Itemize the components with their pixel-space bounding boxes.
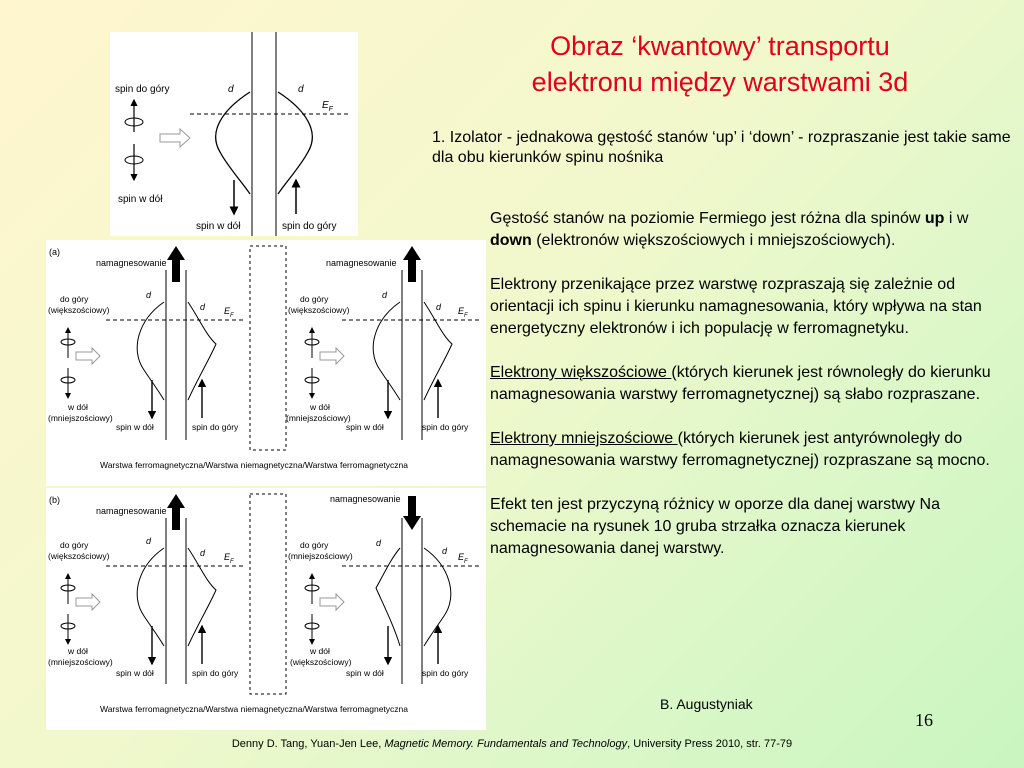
majority-rest: (których kierunek jest równoległy do kierunku namagnesowania warstwy ferromagnetycznej) są słabo rozpraszane.: [490, 364, 991, 403]
b-right-magnetization-label: namagnesowanie: [330, 494, 401, 504]
intro-text: 1. Izolator - jednakowa gęstość stanów ‘up’ i ‘down’ - rozpraszanie jest takie same dla obu kierunków spinu nośnika: [432, 129, 1011, 166]
title-line-1: Obraz ‘kwantowy’ transportu: [550, 31, 890, 61]
para1-pre: Gęstość stanów na poziomie Fermiego jest różna dla spinów: [490, 210, 925, 227]
b-right-down-label-1: w dół: [310, 646, 330, 656]
figure-a-tag: (a): [49, 247, 60, 257]
b-left-magnetization-arrow-icon: [167, 494, 185, 530]
figure-b-diagram: [46, 488, 486, 730]
b-left-up-label-2: (większościowy): [48, 551, 110, 561]
figure-b-caption: Warstwa ferromagnetyczna/Warstwa niemagnetyczna/Warstwa ferromagnetyczna: [100, 704, 409, 714]
para1-mid: i w: [944, 210, 969, 227]
bottom-label-spin-up: spin do góry: [282, 221, 337, 232]
left-d-label-2: d: [200, 302, 206, 312]
right-d-label-1: d: [382, 290, 388, 300]
insulator-diagram: [110, 32, 358, 236]
paragraph-effect: Efekt ten jest przyczyną różnicy w oporze dla danej warstwy Na schemacie na rysunek 10 gruba strzałka oznacza kierunek namagnesowania danej warstwy.: [490, 496, 940, 557]
right-down-label-1: w dół: [310, 402, 330, 412]
citation-publisher: , University Press 2010, str. 77-79: [627, 738, 793, 750]
d-label-right: d: [298, 84, 304, 95]
incoming-electron-arrow-icon: [160, 129, 190, 147]
citation-authors: Denny D. Tang, Yuan-Jen Lee,: [231, 738, 385, 750]
b-nonmagnetic-layer: [250, 494, 286, 694]
right-fermi-label: $E_F$: [458, 306, 468, 319]
left-magnetization-label: namagnesowanie: [96, 258, 167, 268]
title-line-2: elektronu między warstwami 3d: [531, 67, 909, 97]
paragraph-majority: [490, 362, 1010, 406]
figure-a: [46, 240, 486, 486]
b-right-incoming-arrow-icon: [320, 594, 344, 610]
b-right-d-label-2: d: [442, 546, 448, 556]
page-number: 16: [915, 710, 933, 730]
body-text: [490, 208, 1010, 582]
b-right-up-label-2: (mniejszościowy): [288, 551, 353, 561]
right-magnetization-arrow-icon: [403, 246, 421, 282]
citation: [0, 738, 1024, 750]
left-d-label-1: d: [146, 290, 152, 300]
b-left-incoming-arrow-icon: [76, 594, 100, 610]
citation-book: Magnetic Memory. Fundamentals and Technology: [384, 738, 628, 750]
right-dos-curve-1: [373, 302, 400, 400]
b-right-spin-up-label: spin do góry: [422, 668, 469, 678]
b-left-d-label-2: d: [200, 548, 206, 558]
para1-down: down: [490, 232, 532, 249]
b-right-d-label-1: d: [376, 538, 382, 548]
right-spin-down-label: spin w dół: [346, 422, 384, 432]
b-left-spin-up-label: spin do góry: [192, 668, 239, 678]
right-spin-up-label: spin do góry: [422, 422, 469, 432]
right-d-label-2: d: [436, 302, 442, 312]
right-magnetization-label: namagnesowanie: [326, 258, 397, 268]
majority-term: Elektrony większościowe: [490, 364, 672, 381]
figure-a-caption: Warstwa ferromagnetyczna/Warstwa niemagnetyczna/Warstwa ferromagnetyczna: [100, 460, 409, 470]
bottom-label-spin-down: spin w dół: [196, 221, 241, 232]
b-right-down-label-2: (większościowy): [290, 657, 352, 667]
left-fermi-label: $E_F$: [224, 306, 234, 319]
left-down-label-1: w dół: [68, 402, 88, 412]
paragraph-scattering: Elektrony przenikające przez warstwę rozpraszają się zależnie od orientacji ich spinu i kierunku namagnesowania, który wpływa na stan energetyczny elektronów i ich populację w ferromagnetyku.: [490, 276, 982, 337]
nonmagnetic-layer: [250, 246, 286, 450]
minority-rest: (których kierunek jest antyrównoległy do namagnesowania warstwy ferromagnetycznej) rozpraszane są mocno.: [490, 430, 990, 469]
paragraph-minority: [490, 428, 1010, 472]
author: B. Augustyniak: [660, 696, 753, 712]
left-up-label-2: (większościowy): [48, 305, 110, 315]
left-magnetization-arrow-icon: [167, 246, 185, 282]
b-left-d-label-1: d: [146, 536, 152, 546]
b-right-fermi-label: $E_F$: [458, 552, 468, 565]
figure-b-tag: (b): [49, 495, 60, 505]
left-spin-up-label: spin do góry: [192, 422, 239, 432]
b-right-magnetization-down-arrow-icon: [403, 496, 421, 530]
right-up-label-1: do góry: [300, 294, 329, 304]
dos-curve-left: [216, 92, 250, 194]
b-left-down-label-1: w dół: [68, 646, 88, 656]
right-up-label-2: (większościowy): [288, 305, 350, 315]
b-left-dos-curve-1: [137, 548, 164, 646]
d-label-left: d: [228, 84, 234, 95]
left-spin-down-label: spin w dół: [116, 422, 154, 432]
para1-up: up: [924, 210, 945, 227]
left-incoming-arrow-icon: [76, 348, 100, 364]
slide-title: [455, 28, 985, 100]
dos-curve-right: [278, 92, 312, 194]
b-left-fermi-label: $E_F$: [224, 552, 234, 565]
left-down-label-2: (mniejszościowy): [48, 413, 113, 423]
left-up-label-1: do góry: [60, 294, 89, 304]
figure-insulator: [110, 32, 358, 236]
b-left-up-label-1: do góry: [60, 540, 89, 550]
right-down-label-2: (mniejszościowy): [286, 413, 351, 423]
paragraph-fermi: [490, 208, 1010, 252]
minority-term: Elektrony mniejszościowe: [490, 430, 678, 447]
left-dos-curve-1: [137, 302, 164, 400]
right-incoming-arrow-icon: [320, 348, 344, 364]
spin-up-label: spin do góry: [115, 84, 170, 95]
b-left-magnetization-label: namagnesowanie: [96, 506, 167, 516]
figure-b: [46, 488, 486, 730]
spin-down-label: spin w dół: [118, 194, 163, 205]
para1-post: (elektronów większościowych i mniejszościowych).: [531, 232, 896, 249]
fermi-label: $E_F$: [322, 100, 333, 113]
figure-a-diagram: [46, 240, 486, 486]
b-left-down-label-2: (mniejszościowy): [48, 657, 113, 667]
b-right-up-label-1: do góry: [300, 540, 329, 550]
b-left-spin-down-label: spin w dół: [116, 668, 154, 678]
b-right-spin-down-label: spin w dół: [346, 668, 384, 678]
